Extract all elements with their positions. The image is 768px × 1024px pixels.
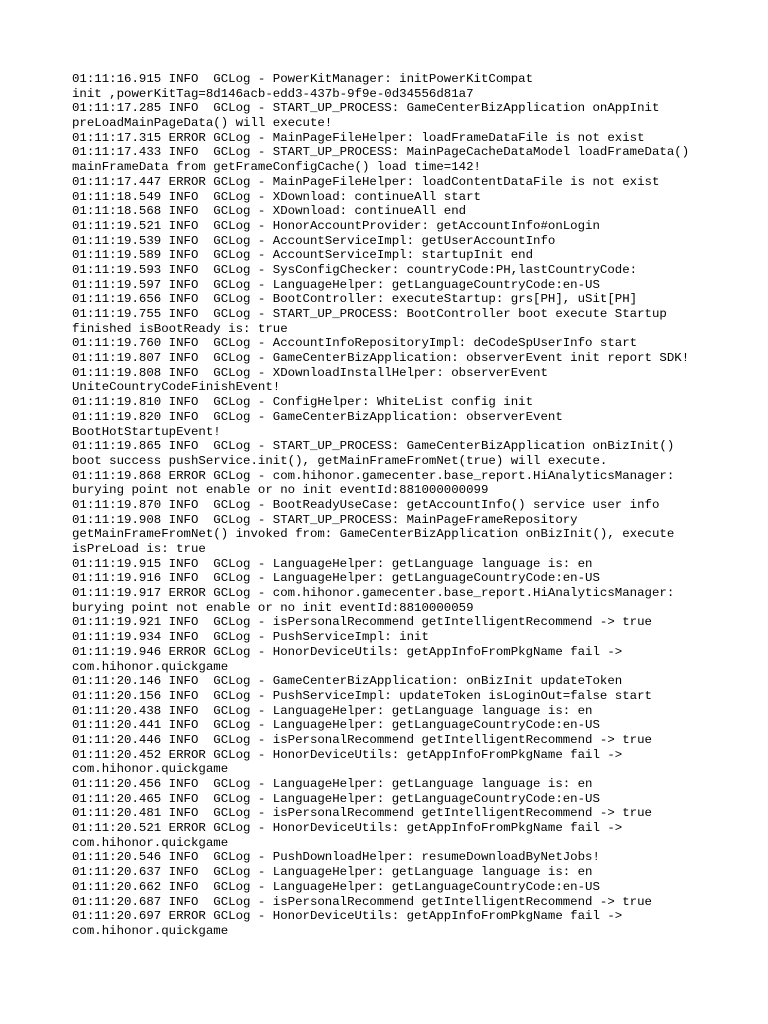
log-line: burying point not enable or no init eventId:8810000059 bbox=[72, 600, 474, 615]
log-line: com.hihonor.quickgame bbox=[72, 923, 229, 938]
log-line: 01:11:19.870 INFO GCLog - BootReadyUseCase: getAccountInfo() service user info bbox=[72, 497, 660, 512]
log-document bbox=[72, 72, 762, 939]
log-line: 01:11:20.481 INFO GCLog - isPersonalRecommend getIntelligentRecommend -> true bbox=[72, 806, 652, 821]
log-line: 01:11:19.908 INFO GCLog - START_UP_PROCESS: MainPageFrameRepository bbox=[72, 512, 578, 527]
log-line: 01:11:17.315 ERROR GCLog - MainPageFileHelper: loadFrameDataFile is not exist bbox=[72, 130, 645, 145]
log-line: 01:11:18.568 INFO GCLog - XDownload: continueAll end bbox=[72, 204, 467, 219]
log-line: 01:11:19.589 INFO GCLog - AccountServiceImpl: startupInit end bbox=[72, 248, 534, 263]
log-line: 01:11:19.921 INFO GCLog - isPersonalRecommend getIntelligentRecommend -> true bbox=[72, 615, 652, 630]
log-line: 01:11:20.687 INFO GCLog - isPersonalRecommend getIntelligentRecommend -> true bbox=[72, 894, 652, 909]
log-line: 01:11:20.446 INFO GCLog - isPersonalRecommend getIntelligentRecommend -> true bbox=[72, 732, 652, 747]
log-line: 01:11:17.433 INFO GCLog - START_UP_PROCESS: MainPageCacheDataModel loadFrameData() bbox=[72, 145, 690, 160]
log-line: 01:11:20.546 INFO GCLog - PushDownloadHelper: resumeDownloadByNetJobs! bbox=[72, 850, 600, 865]
log-line: 01:11:19.915 INFO GCLog - LanguageHelper: getLanguage language is: en bbox=[72, 556, 593, 571]
log-line: 01:11:19.807 INFO GCLog - GameCenterBizApplication: observerEvent init report SDK! bbox=[72, 351, 690, 366]
log-line: 01:11:20.697 ERROR GCLog - HonorDeviceUtils: getAppInfoFromPkgName fail -> bbox=[72, 909, 623, 924]
log-line: 01:11:19.521 INFO GCLog - HonorAccountProvider: getAccountInfo#onLogin bbox=[72, 218, 600, 233]
log-line: 01:11:20.637 INFO GCLog - LanguageHelper: getLanguage language is: en bbox=[72, 865, 593, 880]
log-line: 01:11:20.521 ERROR GCLog - HonorDeviceUtils: getAppInfoFromPkgName fail -> bbox=[72, 821, 623, 836]
log-line: com.hihonor.quickgame bbox=[72, 762, 229, 777]
log-line: 01:11:19.760 INFO GCLog - AccountInfoRepositoryImpl: deCodeSpUserInfo start bbox=[72, 336, 638, 351]
log-line: 01:11:20.662 INFO GCLog - LanguageHelper: getLanguageCountryCode:en-US bbox=[72, 879, 600, 894]
log-line: isPreLoad is: true bbox=[72, 542, 206, 556]
log-line: 01:11:19.916 INFO GCLog - LanguageHelper: getLanguageCountryCode:en-US bbox=[72, 571, 600, 586]
log-line: mainFrameData from getFrameConfigCache() load time=142! bbox=[72, 160, 481, 175]
log-line: 01:11:19.539 INFO GCLog - AccountServiceImpl: getUserAccountInfo bbox=[72, 233, 556, 248]
log-line: preLoadMainPageData() will execute! bbox=[72, 116, 333, 131]
log-line: com.hihonor.quickgame bbox=[72, 835, 229, 850]
log-line: 01:11:19.597 INFO GCLog - LanguageHelper: getLanguageCountryCode:en-US bbox=[72, 277, 600, 292]
log-line: 01:11:20.438 INFO GCLog - LanguageHelper: getLanguage language is: en bbox=[72, 703, 593, 718]
log-line: boot success pushService.init(), getMainFrameFromNet(true) will execute. bbox=[72, 453, 608, 468]
log-line: 01:11:19.946 ERROR GCLog - HonorDeviceUtils: getAppInfoFromPkgName fail -> bbox=[72, 644, 623, 659]
log-line: 01:11:16.915 INFO GCLog - PowerKitManager: initPowerKitCompat bbox=[72, 72, 534, 86]
log-line: finished isBootReady is: true bbox=[72, 321, 288, 336]
log-line: 01:11:17.447 ERROR GCLog - MainPageFileHelper: loadContentDataFile is not exist bbox=[72, 174, 660, 189]
log-line: 01:11:19.755 INFO GCLog - START_UP_PROCESS: BootController boot execute Startup bbox=[72, 307, 667, 321]
log-line: 01:11:20.146 INFO GCLog - GameCenterBizApplication: onBizInit updateToken bbox=[72, 674, 623, 689]
log-line: 01:11:19.593 INFO GCLog - SysConfigChecker: countryCode:PH,lastCountryCode: bbox=[72, 262, 638, 277]
log-line: UniteCountryCodeFinishEvent! bbox=[72, 380, 281, 395]
log-line: getMainFrameFromNet() invoked from: GameCenterBizApplication onBizInit(), execute bbox=[72, 527, 675, 542]
log-line: 01:11:19.810 INFO GCLog - ConfigHelper: WhiteList config init bbox=[72, 395, 534, 410]
log-line: 01:11:19.808 INFO GCLog - XDownloadInstallHelper: observerEvent bbox=[72, 365, 548, 380]
log-line: 01:11:19.917 ERROR GCLog - com.hihonor.gamecenter.base_report.HiAnalyticsManager: bbox=[72, 586, 675, 601]
log-line: 01:11:18.549 INFO GCLog - XDownload: continueAll start bbox=[72, 189, 481, 204]
log-line: 01:11:19.868 ERROR GCLog - com.hihonor.gamecenter.base_report.HiAnalyticsManager: bbox=[72, 468, 675, 483]
log-line: 01:11:19.934 INFO GCLog - PushServiceImpl: init bbox=[72, 630, 429, 645]
log-line: 01:11:19.820 INFO GCLog - GameCenterBizApplication: observerEvent bbox=[72, 409, 563, 424]
log-line: 01:11:20.456 INFO GCLog - LanguageHelper: getLanguage language is: en bbox=[72, 777, 593, 791]
log-line: com.hihonor.quickgame bbox=[72, 659, 229, 674]
log-line: 01:11:19.656 INFO GCLog - BootController: executeStartup: grs[PH], uSit[PH] bbox=[72, 292, 638, 307]
log-line: BootHotStartupEvent! bbox=[72, 424, 221, 439]
log-line: 01:11:20.465 INFO GCLog - LanguageHelper: getLanguageCountryCode:en-US bbox=[72, 791, 600, 806]
log-line: 01:11:20.452 ERROR GCLog - HonorDeviceUtils: getAppInfoFromPkgName fail -> bbox=[72, 747, 623, 762]
log-line: 01:11:19.865 INFO GCLog - START_UP_PROCESS: GameCenterBizApplication onBizInit() bbox=[72, 439, 675, 454]
log-line: 01:11:17.285 INFO GCLog - START_UP_PROCESS: GameCenterBizApplication onAppInit bbox=[72, 101, 660, 116]
log-line: burying point not enable or no init eventId:881000000099 bbox=[72, 483, 489, 498]
log-line: 01:11:20.441 INFO GCLog - LanguageHelper: getLanguageCountryCode:en-US bbox=[72, 718, 600, 733]
log-line: init ,powerKitTag=8d146acb-edd3-437b-9f9e-0d34556d81a7 bbox=[72, 86, 474, 101]
log-line: 01:11:20.156 INFO GCLog - PushServiceImpl: updateToken isLoginOut=false start bbox=[72, 688, 652, 703]
